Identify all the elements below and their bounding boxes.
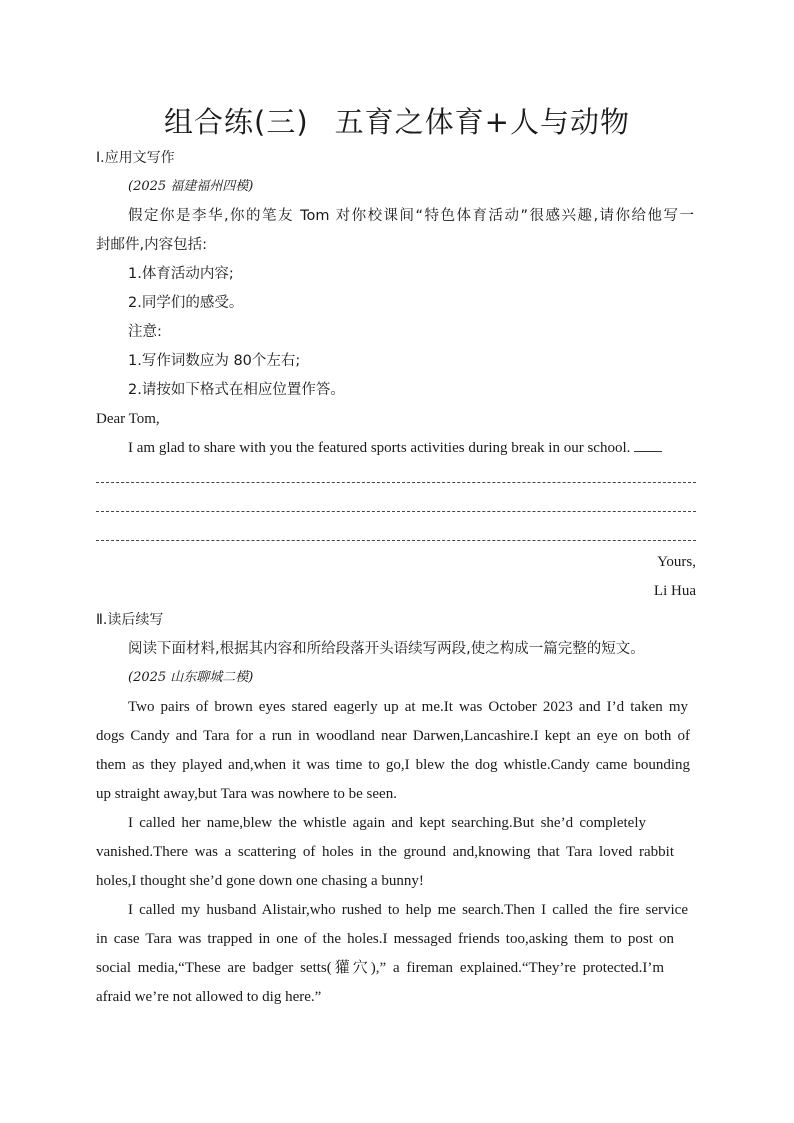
section2-heading: Ⅱ.读后续写 <box>96 612 164 628</box>
section2-instruction: 阅读下面材料,根据其内容和所给段落开头语续写两段,使之构成一篇完整的短文。 <box>128 641 645 657</box>
letter-opening <box>128 438 662 458</box>
section1-note1: 1.写作词数应为 80个左右; <box>128 353 301 369</box>
answer-blank <box>634 439 662 452</box>
passage-p1-line3: them as they played and,when it was time to go,I blew the dog whistle.Candy came bounding <box>96 757 690 773</box>
passage-p1-line1: Two pairs of brown eyes stared eagerly up at me.It was October 2023 and I’d taken my <box>128 699 688 715</box>
letter-closing: Yours, <box>657 554 696 570</box>
passage-p2-line2: vanished.There was a scattering of holes in the ground and,knowing that Tara loved rabbit <box>96 844 674 860</box>
section1-prompt-line2: 封邮件,内容包括: <box>96 237 207 253</box>
section1-heading: Ⅰ.应用文写作 <box>96 150 175 166</box>
passage-p3-line1: I called my husband Alistair,who rushed to help me search.Then I called the fire service <box>128 902 688 918</box>
section1-note2: 2.请按如下格式在相应位置作答。 <box>128 382 345 398</box>
passage-p3-line2: in case Tara was trapped in one of the holes.I messaged friends too,asking them to post on <box>96 931 674 947</box>
section1-item2: 2.同学们的感受。 <box>128 295 244 311</box>
passage-p3-line4: afraid we’re not allowed to dig here.” <box>96 989 322 1005</box>
section1-source: (2025 福建福州四模) <box>128 179 254 194</box>
letter-opening-text: I am glad to share with you the featured sports activities during break in our school. <box>128 440 631 456</box>
page-title <box>0 100 794 141</box>
passage-p1-line2: dogs Candy and Tara for a run in woodland near Darwen,Lancashire.I kept an eye on both of <box>96 728 690 744</box>
section1-item1: 1.体育活动内容; <box>128 266 234 282</box>
title-left: 组合练(三) <box>164 105 309 139</box>
answer-line-1 <box>96 482 696 483</box>
passage-p1-line4: up straight away,but Tara was nowhere to be seen. <box>96 786 397 802</box>
section1-note: 注意: <box>128 324 162 340</box>
letter-salutation: Dear Tom, <box>96 411 160 427</box>
answer-line-2 <box>96 511 696 512</box>
section2-source: (2025 山东聊城二模) <box>128 670 254 685</box>
passage-p3-line3: social media,“These are badger setts(獾穴),” a fireman explained.“They’re protected.I’m <box>96 960 664 976</box>
passage-p2-line3: holes,I thought she’d gone down one chasing a bunny! <box>96 873 424 889</box>
title-right: 五育之体育+人与动物 <box>334 105 630 139</box>
section1-prompt-line1: 假定你是李华,你的笔友 Tom 对你校课间“特色体育活动”很感兴趣,请你给他写一 <box>128 208 694 224</box>
passage-p2-line1: I called her name,blew the whistle again and kept searching.But she’d completely <box>128 815 646 831</box>
answer-line-3 <box>96 540 696 541</box>
letter-signature: Li Hua <box>653 583 696 599</box>
